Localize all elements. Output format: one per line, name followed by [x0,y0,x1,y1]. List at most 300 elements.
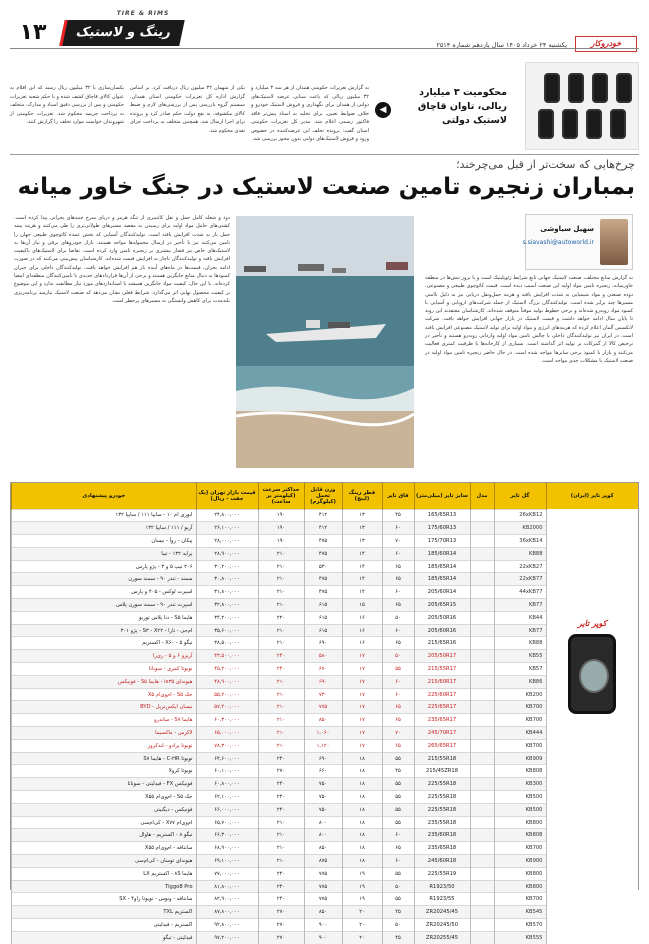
price-cell: ۶۶,۳۰۰,۰۰۰ [196,829,258,842]
aspect-cell: ۶۵ [382,637,414,650]
rim-diameter-cell: ۱۴ [342,573,382,586]
load-cell: ۸۰۰ [304,829,342,842]
aspect-cell: ۵۵ [382,803,414,816]
model-cell [470,727,494,740]
table-row [12,791,639,804]
tire-pattern-cell: KB800 [494,880,546,893]
rim-diameter-cell: ۱۹ [342,893,382,906]
tire-size-cell: 175/70R13 [414,535,470,548]
speed-cell: ۲۱۰ [258,688,304,701]
tire-pattern-cell: KB77 [494,624,546,637]
aspect-cell: ۶۵ [382,573,414,586]
tire-pattern-cell: KB2000 [494,522,546,535]
tire-pattern-cell: KB800 [494,867,546,880]
table-row [12,688,639,701]
tire-size-cell: 185/65R14 [414,573,470,586]
table-row [12,663,639,676]
column-header: قطر رینگ (اینچ) [342,483,382,509]
rim-diameter-cell: ۱۸ [342,752,382,765]
section-title: رینگ و لاستیک [59,20,185,46]
rim-diameter-cell: ۱۷ [342,714,382,727]
issue-date: یکشنبه ۲۴ خرداد ۱۴۰۵ سال یازدهم شماره ۲۵۱۴ [436,41,567,49]
aspect-cell: ۶۰ [382,624,414,637]
rim-diameter-cell: ۱۸ [342,855,382,868]
teaser-text-2: یکی از متهمان ۳۲ میلیون ریال دریافت کرد. بر اساس گزارش اداره کل تعزیرات حکومتی استان همدان، سیستم گروه بازرسی پس از بررسی‌های لازم و ضبط کالای مکشوفه، به نفع دولت حکم صادر کرد و پرونده برای اجرا ارسال شد. همچنین متخلف به پرداخت جزای نقدی محکوم شد. [130,85,245,134]
tire-pattern-cell: KB808 [494,829,546,842]
model-cell [470,919,494,932]
tire-size-cell: 235/55R18 [414,816,470,829]
column-header: کوپر تایر (ایران) [546,483,638,509]
rim-diameter-cell: ۱۶ [342,624,382,637]
speed-cell: ۲۴۰ [258,791,304,804]
table-row [12,739,639,752]
vehicle-cell: اسپرت لوکس - ۴۰۵ و پارس [12,586,197,599]
rim-diameter-cell: ۱۷ [342,701,382,714]
tire-pattern-cell: KB909 [494,752,546,765]
load-cell: ۴۱۲ [304,509,342,522]
rim-diameter-cell: ۲۰ [342,919,382,932]
model-cell [470,778,494,791]
tire-size-cell: 205/50R17 [414,650,470,663]
vehicle-cell: تویوتا پرادو - لندکروز [12,739,197,752]
author-name: سهیل سیاوشی [540,225,594,233]
speed-cell: ۲۴۰ [258,867,304,880]
table-row [12,829,639,842]
tire-pattern-cell: KB800 [494,816,546,829]
load-cell: ۸۰۰ [304,816,342,829]
speed-cell: ۲۱۰ [258,624,304,637]
rim-diameter-cell: ۲۰ [342,906,382,919]
price-cell: ۶۰,۸۰۰,۰۰۰ [196,778,258,791]
aspect-cell: ۵۰ [382,880,414,893]
speed-cell: ۲۱۰ [258,586,304,599]
article-headline: بمباران زنجیره تامین صنعت لاستیک در جنگ خاور میانه [17,174,635,200]
table-row [12,867,639,880]
author-email[interactable]: s.siavashi@autoworld.ir [522,239,594,246]
table-row [12,611,639,624]
price-cell: ۹۲,۸۰۰,۰۰۰ [196,919,258,932]
tire-pattern-cell: KB700 [494,739,546,752]
vehicle-cell: جک S۵ - ام‌وی‌ام X۵ [12,688,197,701]
speed-cell: ۲۷۰ [258,906,304,919]
table-row [12,855,639,868]
aspect-cell: ۷۰ [382,727,414,740]
vehicle-cell: تیگو ۸ - اکستریم - هاوال [12,829,197,842]
aspect-cell: ۵۰ [382,611,414,624]
tire-pattern-cell: KB700 [494,701,546,714]
model-cell [470,573,494,586]
load-cell: ۶۱۵ [304,611,342,624]
rim-diameter-cell: ۱۷ [342,727,382,740]
vehicle-cell: اکستریم TXL [12,906,197,919]
speed-cell: ۲۱۰ [258,547,304,560]
price-cell: ۶۵,۷۰۰,۰۰۰ [196,816,258,829]
rim-diameter-cell: ۱۷ [342,663,382,676]
model-cell [470,509,494,522]
price-cell: ۳۰,۸۰۰,۰۰۰ [196,573,258,586]
speed-cell: ۲۴۰ [258,880,304,893]
article-column-2: دود و شعله کامل حمل و نقل کانتینری از تنگه هرمز و دریای سرخ جنبه‌های بحرانی پیدا کرده است. کشتی‌های حامل مواد اولیه برای رسیدن به مقصد مسیرهای طولانی‌تری را طی می‌کنند و هزینه بیمه حمل بار به شدت افزایش یافته است. تولیدکنندگان آسیایی که بخش عمده کائوچوی طبیعی جهان را تامین می‌کنند نیز با تأخیر در ارسال محموله‌ها مواجه هستند. بازار خودروهای برقی و نیاز آن‌ها به لاستیک‌های خاص نیز فشار بیشتری بر زنجیره تامین وارد کرده است. تقاضا برای لاستیک‌های باکیفیت افزایش یافته و تولیدکنندگان ناچار به افزایش قیمت شده‌اند. کارشناسان پیش‌بینی می‌کنند که در صورت ادامه بحران، قیمت‌ها در ماه‌های آینده باز هم افزایش خواهد یافت. تولیدکنندگان داخلی برای جبران کمبودها به دنبال منابع جایگزین هستند و برخی از آن‌ها قراردادهای جدیدی با تامین‌کنندگان منطقه‌ای امضا کرده‌اند. با این حال، کیفیت مواد جایگزین همیشه با استانداردهای مورد نیاز مطابقت ندارد و این موضوع بر کیفیت محصول نهایی اثر می‌گذارد. شرایط فعلی نشان می‌دهد که صنعت لاستیک نیازمند برنامه‌ریزی بلندمدت برای کاهش وابستگی به مسیرهای پرخطر است. [14,215,230,304]
speed-cell: ۲۱۰ [258,637,304,650]
table-row [12,547,639,560]
load-cell: ۶۷۰ [304,663,342,676]
aspect-cell: ۶۰ [382,586,414,599]
author-avatar [600,219,628,265]
masthead [0,0,649,62]
table-row [12,701,639,714]
rim-diameter-cell: ۱۸ [342,816,382,829]
tire-image [568,634,616,714]
table-row [12,624,639,637]
model-cell [470,688,494,701]
model-cell [470,739,494,752]
load-cell: ۷۷۵ [304,893,342,906]
speed-cell: ۲۱۰ [258,816,304,829]
aspect-cell: ۵۰ [382,919,414,932]
rim-diameter-cell: ۱۴ [342,586,382,599]
price-cell: ۳۰,۲۰۰,۰۰۰ [196,560,258,573]
speed-cell: ۱۹۰ [258,535,304,548]
speed-cell: ۲۱۰ [258,675,304,688]
aspect-cell: ۶۵ [382,701,414,714]
table-row [12,765,639,778]
article-kicker: چرخ‌هایی که سخت‌تر از قبل می‌چرخند؛ [456,158,635,171]
vehicle-cell: هیوندای ix۳۵ - هایما S۵ - فونیکس [12,675,197,688]
tire-pattern-cell: KB77 [494,599,546,612]
aspect-cell: ۵۵ [382,778,414,791]
column-header: خودرو پیشنهادی [12,483,197,509]
vehicle-cell: هایما S۷ - ساندرو [12,714,197,727]
tire-size-cell: ZR20245/45 [414,906,470,919]
load-cell: ۶۹۰ [304,637,342,650]
teaser-headline[interactable]: محکومیت ۳ میلیارد ریالی، تاوان قاچاق لاستیک دولتی [417,87,507,126]
tire-size-cell: 215/55R18 [414,752,470,765]
tire-pattern-cell: 44xKB77 [494,586,546,599]
column-header: قاق تایر [382,483,414,509]
price-cell: ۸۱,۸۰۰,۰۰۰ [196,880,258,893]
aspect-cell: ۴۵ [382,509,414,522]
model-cell [470,906,494,919]
model-cell [470,624,494,637]
tire-size-cell: 205/60R14 [414,586,470,599]
rim-diameter-cell: ۱۷ [342,650,382,663]
vehicle-cell: اسپرت تندر ۹۰ - سمند سورن پلاس [12,599,197,612]
publication-logo: خودروکار [575,36,637,52]
tire-size-cell: 245/60R18 [414,855,470,868]
brand-cell [546,509,638,944]
rim-diameter-cell: ۱۸ [342,842,382,855]
vehicle-cell: آریو / ۱۱۱ / سایپا ۱۳۲ [12,522,197,535]
section-logo-caption: TIRE & RIMS [116,10,170,17]
speed-cell: ۲۱۰ [258,842,304,855]
tire-size-cell: 175/60R13 [414,522,470,535]
table-row [12,803,639,816]
model-cell [470,522,494,535]
tire-pattern-cell: KB86 [494,675,546,688]
column-header: وزن قابل تحمل (کیلوگرم) [304,483,342,509]
vehicle-cell: تویوتا C-HR - هایما S۷ [12,752,197,765]
load-cell: ۴۷۵ [304,573,342,586]
model-cell [470,867,494,880]
speed-cell: ۲۴۰ [258,650,304,663]
rim-diameter-cell: ۱۹ [342,867,382,880]
aspect-cell: ۷۰ [382,535,414,548]
rim-diameter-cell: ۱۴ [342,547,382,560]
tire-pattern-cell: KB200 [494,688,546,701]
speed-cell: ۲۱۰ [258,727,304,740]
tire-pattern-cell: KB500 [494,803,546,816]
model-cell [470,701,494,714]
aspect-cell: ۵۵ [382,663,414,676]
model-cell [470,816,494,829]
vehicle-cell: تویوتا کرولا [12,765,197,778]
column-header: حداکثر سرعت (کیلومتر بر ساعت) [258,483,304,509]
tire-pattern-cell: KB545 [494,906,546,919]
table-row [12,522,639,535]
tire-size-cell: 235/65R17 [414,714,470,727]
load-cell: ۱,۱۲۰ [304,739,342,752]
teaser-text-3: یکسان‌سازی با ۳۲ میلیون ریال رسید که این اقلام به عنوان کالای قاچاق کشف شده و با حکم شعبه تعزیرات حکومتی و پس از بررسی دقیق اسناد و مدارک، متخلف به پرداخت جریمه محکوم شد. تعزیرات حکومتی از شهروندان خواست موارد تخلف را گزارش کنند. [10,85,124,125]
table-row [12,880,639,893]
aspect-cell: ۵۵ [382,791,414,804]
vehicle-cell: سانتافه - ونوس - تویوتا راو۴ - SX [12,893,197,906]
header-rule [10,48,639,56]
tire-pattern-cell: KB300 [494,778,546,791]
model-cell [470,650,494,663]
vehicle-cell: ۲۰۶ تیپ ۵ و ۳ - پژو پارس [12,560,197,573]
article-column-1: به گزارش منابع مختلف، صنعت لاستیک جهانی تابع شرایط ژئوپلیتیک است و با بروز تنش‌ها در منطقه خاورمیانه، زنجیره تامین مواد اولیه این صنعت آسیب دیده است. قیمت کائوچوی طبیعی و مصنوعی، دوده صنعتی و مواد شیمیایی به شدت افزایش یافته و هزینه حمل‌ونقل دریایی نیز به دلیل ناامنی مسیرها چند برابر شده است. تولیدکنندگان بزرگ لاستیک از جمله شرکت‌های اروپایی و آسیایی با کمبود مواد روبه‌رو شده‌اند و برخی خطوط تولید موقتاً متوقف شده‌اند. کارشناسان معتقدند این روند تا پایان سال ادامه خواهد داشت و قیمت لاستیک در بازار جهانی افزایش خواهد یافت. شرکت لانکسس آلمان اعلام کرده که هزینه‌های انرژی و مواد اولیه برای تولید لاستیک مصنوعی افزایش یافته است. در ایران نیز تولیدکنندگان داخلی با چالش تامین مواد اولیه وارداتی روبه‌رو هستند و تأخیر در ترخیص کالا از گمرکات بر تولید اثر گذاشته است. بسیاری از کارخانه‌ها با ظرفیت کمتری فعالیت می‌کنند و بازار با کمبود برخی سایزها مواجه شده است. در حال حاضر زنجیره تامین مواد اولیه در صنعت لاستیک با مشکلات جدی مواجه است. [425,275,633,364]
tire-size-cell: 245/70R17 [414,727,470,740]
tire-size-cell: 225/55R18 [414,791,470,804]
tire-size-cell: 225/55R19 [414,867,470,880]
table-row [12,637,639,650]
load-cell: ۶۶۰ [304,765,342,778]
vehicle-cell: پراید ۱۳۲ - تیبا [12,547,197,560]
tire-pattern-cell: KB57 [494,663,546,676]
speed-cell: ۲۷۰ [258,765,304,778]
load-cell: ۷۷۵ [304,880,342,893]
vehicle-cell: ام‌وی‌ام X۷۷ - کی‌ام‌سی [12,816,197,829]
aspect-cell: ۶۰ [382,829,414,842]
rim-diameter-cell: ۱۸ [342,803,382,816]
aspect-cell: ۵۰ [382,650,414,663]
model-cell [470,842,494,855]
speed-cell: ۲۱۰ [258,599,304,612]
load-cell: ۶۱۵ [304,599,342,612]
speed-cell: ۲۱۰ [258,573,304,586]
tire-pattern-cell: KB55 [494,650,546,663]
column-header: مدل [470,483,494,509]
rim-diameter-cell: ۱۶ [342,611,382,624]
rim-diameter-cell: ۱۵ [342,599,382,612]
rim-diameter-cell: ۱۳ [342,535,382,548]
model-cell [470,803,494,816]
table-row [12,752,639,765]
aspect-cell: ۶۰ [382,675,414,688]
tire-size-cell: 205/50R16 [414,611,470,624]
vehicle-cell: فیدلیتی - تیگو [12,931,197,944]
price-cell: ۶۰,۳۰۰,۰۰۰ [196,714,258,727]
table-row [12,842,639,855]
tire-size-cell: 225/60R17 [414,688,470,701]
vehicle-cell: جک S۵ - ام‌وی‌ام X۵۵ [12,791,197,804]
page-number: ۱۳ [19,20,47,45]
price-cell: ۳۴,۲۰۰,۰۰۰ [196,611,258,624]
speed-cell: ۲۱۰ [258,739,304,752]
tires-photo [525,62,639,150]
tire-size-cell: 215/65R16 [414,637,470,650]
load-cell: ۴۷۵ [304,547,342,560]
tire-pattern-cell: KB700 [494,842,546,855]
tire-pattern-cell: KB44 [494,611,546,624]
price-cell: ۶۲,۱۰۰,۰۰۰ [196,791,258,804]
tire-size-cell: 165/65R13 [414,509,470,522]
aspect-cell: ۶۵ [382,842,414,855]
vehicle-cell: هایما ۸S - اکستریم LX [12,867,197,880]
rim-diameter-cell: ۱۶ [342,637,382,650]
load-cell: ۶۱۵ [304,624,342,637]
rim-diameter-cell: ۱۹ [342,880,382,893]
tire-pattern-cell: KB700 [494,893,546,906]
tire-size-cell: 185/60R14 [414,547,470,560]
tire-pattern-cell: 36xKB14 [494,535,546,548]
price-cell: ۸۷,۸۰۰,۰۰۰ [196,906,258,919]
price-cell: ۹۷,۲۰۰,۰۰۰ [196,931,258,944]
tire-pattern-cell: KB570 [494,919,546,932]
aspect-cell: ۴۵ [382,906,414,919]
price-cell: ۳۱,۸۰۰,۰۰۰ [196,586,258,599]
load-cell: ۷۷۵ [304,867,342,880]
vehicle-cell: پیکان - روآ - نیسان [12,535,197,548]
table-row [12,509,639,522]
vehicle-cell: اکستریم - فیدلیتی [12,919,197,932]
price-cell: ۶۹,۱۰۰,۰۰۰ [196,855,258,868]
load-cell: ۶۹۰ [304,675,342,688]
price-cell: ۷۸,۳۰۰,۰۰۰ [196,739,258,752]
aspect-cell: ۶۵ [382,560,414,573]
rim-diameter-cell: ۱۷ [342,739,382,752]
rim-diameter-cell: ۲۰ [342,931,382,944]
price-cell: ۳۵,۶۰۰,۰۰۰ [196,624,258,637]
load-cell: ۴۱۲ [304,522,342,535]
price-cell: ۶۰,۱۰۰,۰۰۰ [196,765,258,778]
vehicle-cell: سمند - تندر ۹۰ - سمند سورن [12,573,197,586]
price-cell: ۳۸,۵۰۰,۰۰۰ [196,637,258,650]
model-cell [470,663,494,676]
model-cell [470,931,494,944]
speed-cell: ۲۱۰ [258,560,304,573]
tire-size-cell: 205/60R16 [414,624,470,637]
model-cell [470,547,494,560]
load-cell: ۸۵۰ [304,714,342,727]
vehicle-cell: سانتافه - ام‌وی‌ام X۵۵ [12,842,197,855]
speed-cell: ۲۴۰ [258,663,304,676]
model-cell [470,791,494,804]
speed-cell: ۲۷۰ [258,919,304,932]
aspect-cell: ۶۰ [382,547,414,560]
tire-size-cell: 225/55R18 [414,778,470,791]
load-cell: ۷۳۰ [304,688,342,701]
model-cell [470,560,494,573]
vehicle-cell: آریزو ۶ و ۵ - ری‌را [12,650,197,663]
vehicle-cell: تویوتا کمری - سوناتا [12,663,197,676]
load-cell: ۴۷۵ [304,586,342,599]
vehicle-cell: Tiggo8 Pro [12,880,197,893]
table-row [12,893,639,906]
arrow-left-icon: ◀ [375,102,391,118]
table-row [12,675,639,688]
tire-pattern-cell: KB900 [494,855,546,868]
tire-size-cell: 205/65R15 [414,599,470,612]
aspect-cell: ۴۵ [382,931,414,944]
tire-pattern-cell: 22xKB27 [494,560,546,573]
brand-logo: کوپر تایر [577,619,607,628]
load-cell: ۶۹۰ [304,752,342,765]
speed-cell: ۲۷۰ [258,931,304,944]
tire-pattern-cell: KB700 [494,714,546,727]
price-cell: ۷۷,۰۰۰,۰۰۰ [196,867,258,880]
rim-diameter-cell: ۱۸ [342,765,382,778]
load-cell: ۵۳۰ [304,560,342,573]
aspect-cell: ۵۵ [382,816,414,829]
tire-size-cell: 225/65R17 [414,701,470,714]
aspect-cell: ۶۰ [382,855,414,868]
speed-cell: ۲۴۰ [258,893,304,906]
model-cell [470,765,494,778]
rim-diameter-cell: ۱۴ [342,560,382,573]
tire-size-cell: R1923/50 [414,880,470,893]
vehicle-cell: فونیکس - دیگنیتی [12,803,197,816]
speed-cell: ۲۱۰ [258,701,304,714]
price-cell: ۸۲,۹۰۰,۰۰۰ [196,893,258,906]
model-cell [470,893,494,906]
tire-size-cell: 215/60R17 [414,675,470,688]
price-cell: ۲۸,۹۰۰,۰۰۰ [196,547,258,560]
tire-size-cell: 265/65R17 [414,739,470,752]
tire-pattern-cell: KB808 [494,765,546,778]
model-cell [470,586,494,599]
vehicle-cell: ابوری ام ۱۰ - سایپا ۱۱۱ / سایپا ۱۳۲ [12,509,197,522]
load-cell: ۷۵۰ [304,791,342,804]
rim-diameter-cell: ۱۸ [342,791,382,804]
tire-size-cell: 225/55R18 [414,803,470,816]
load-cell: ۹۰۰ [304,931,342,944]
price-cell: ۶۴,۶۰۰,۰۰۰ [196,752,258,765]
speed-cell: ۲۱۰ [258,855,304,868]
tire-pattern-cell: KB88 [494,637,546,650]
tire-size-cell: R1923/55 [414,893,470,906]
tire-size-cell: 235/65R18 [414,842,470,855]
author-box [522,214,633,270]
aspect-cell: ۴۵ [382,765,414,778]
vehicle-cell: نیسان ایکس‌تریل - BYD [12,701,197,714]
rim-diameter-cell: ۱۸ [342,829,382,842]
rim-diameter-cell: ۱۳ [342,522,382,535]
table-row [12,727,639,740]
model-cell [470,714,494,727]
price-cell: ۵۵,۲۰۰,۰۰۰ [196,688,258,701]
load-cell: ۱,۰۶۰ [304,727,342,740]
vehicle-cell: فونیکس FX - فیدلیتی - سوناتا [12,778,197,791]
speed-cell: ۲۴۰ [258,803,304,816]
model-cell [470,880,494,893]
table-row [12,650,639,663]
speed-cell: ۱۹۰ [258,509,304,522]
divider [10,154,639,155]
table-row [12,931,639,944]
price-cell: ۵۷,۴۰۰,۰۰۰ [196,701,258,714]
table-row [12,714,639,727]
